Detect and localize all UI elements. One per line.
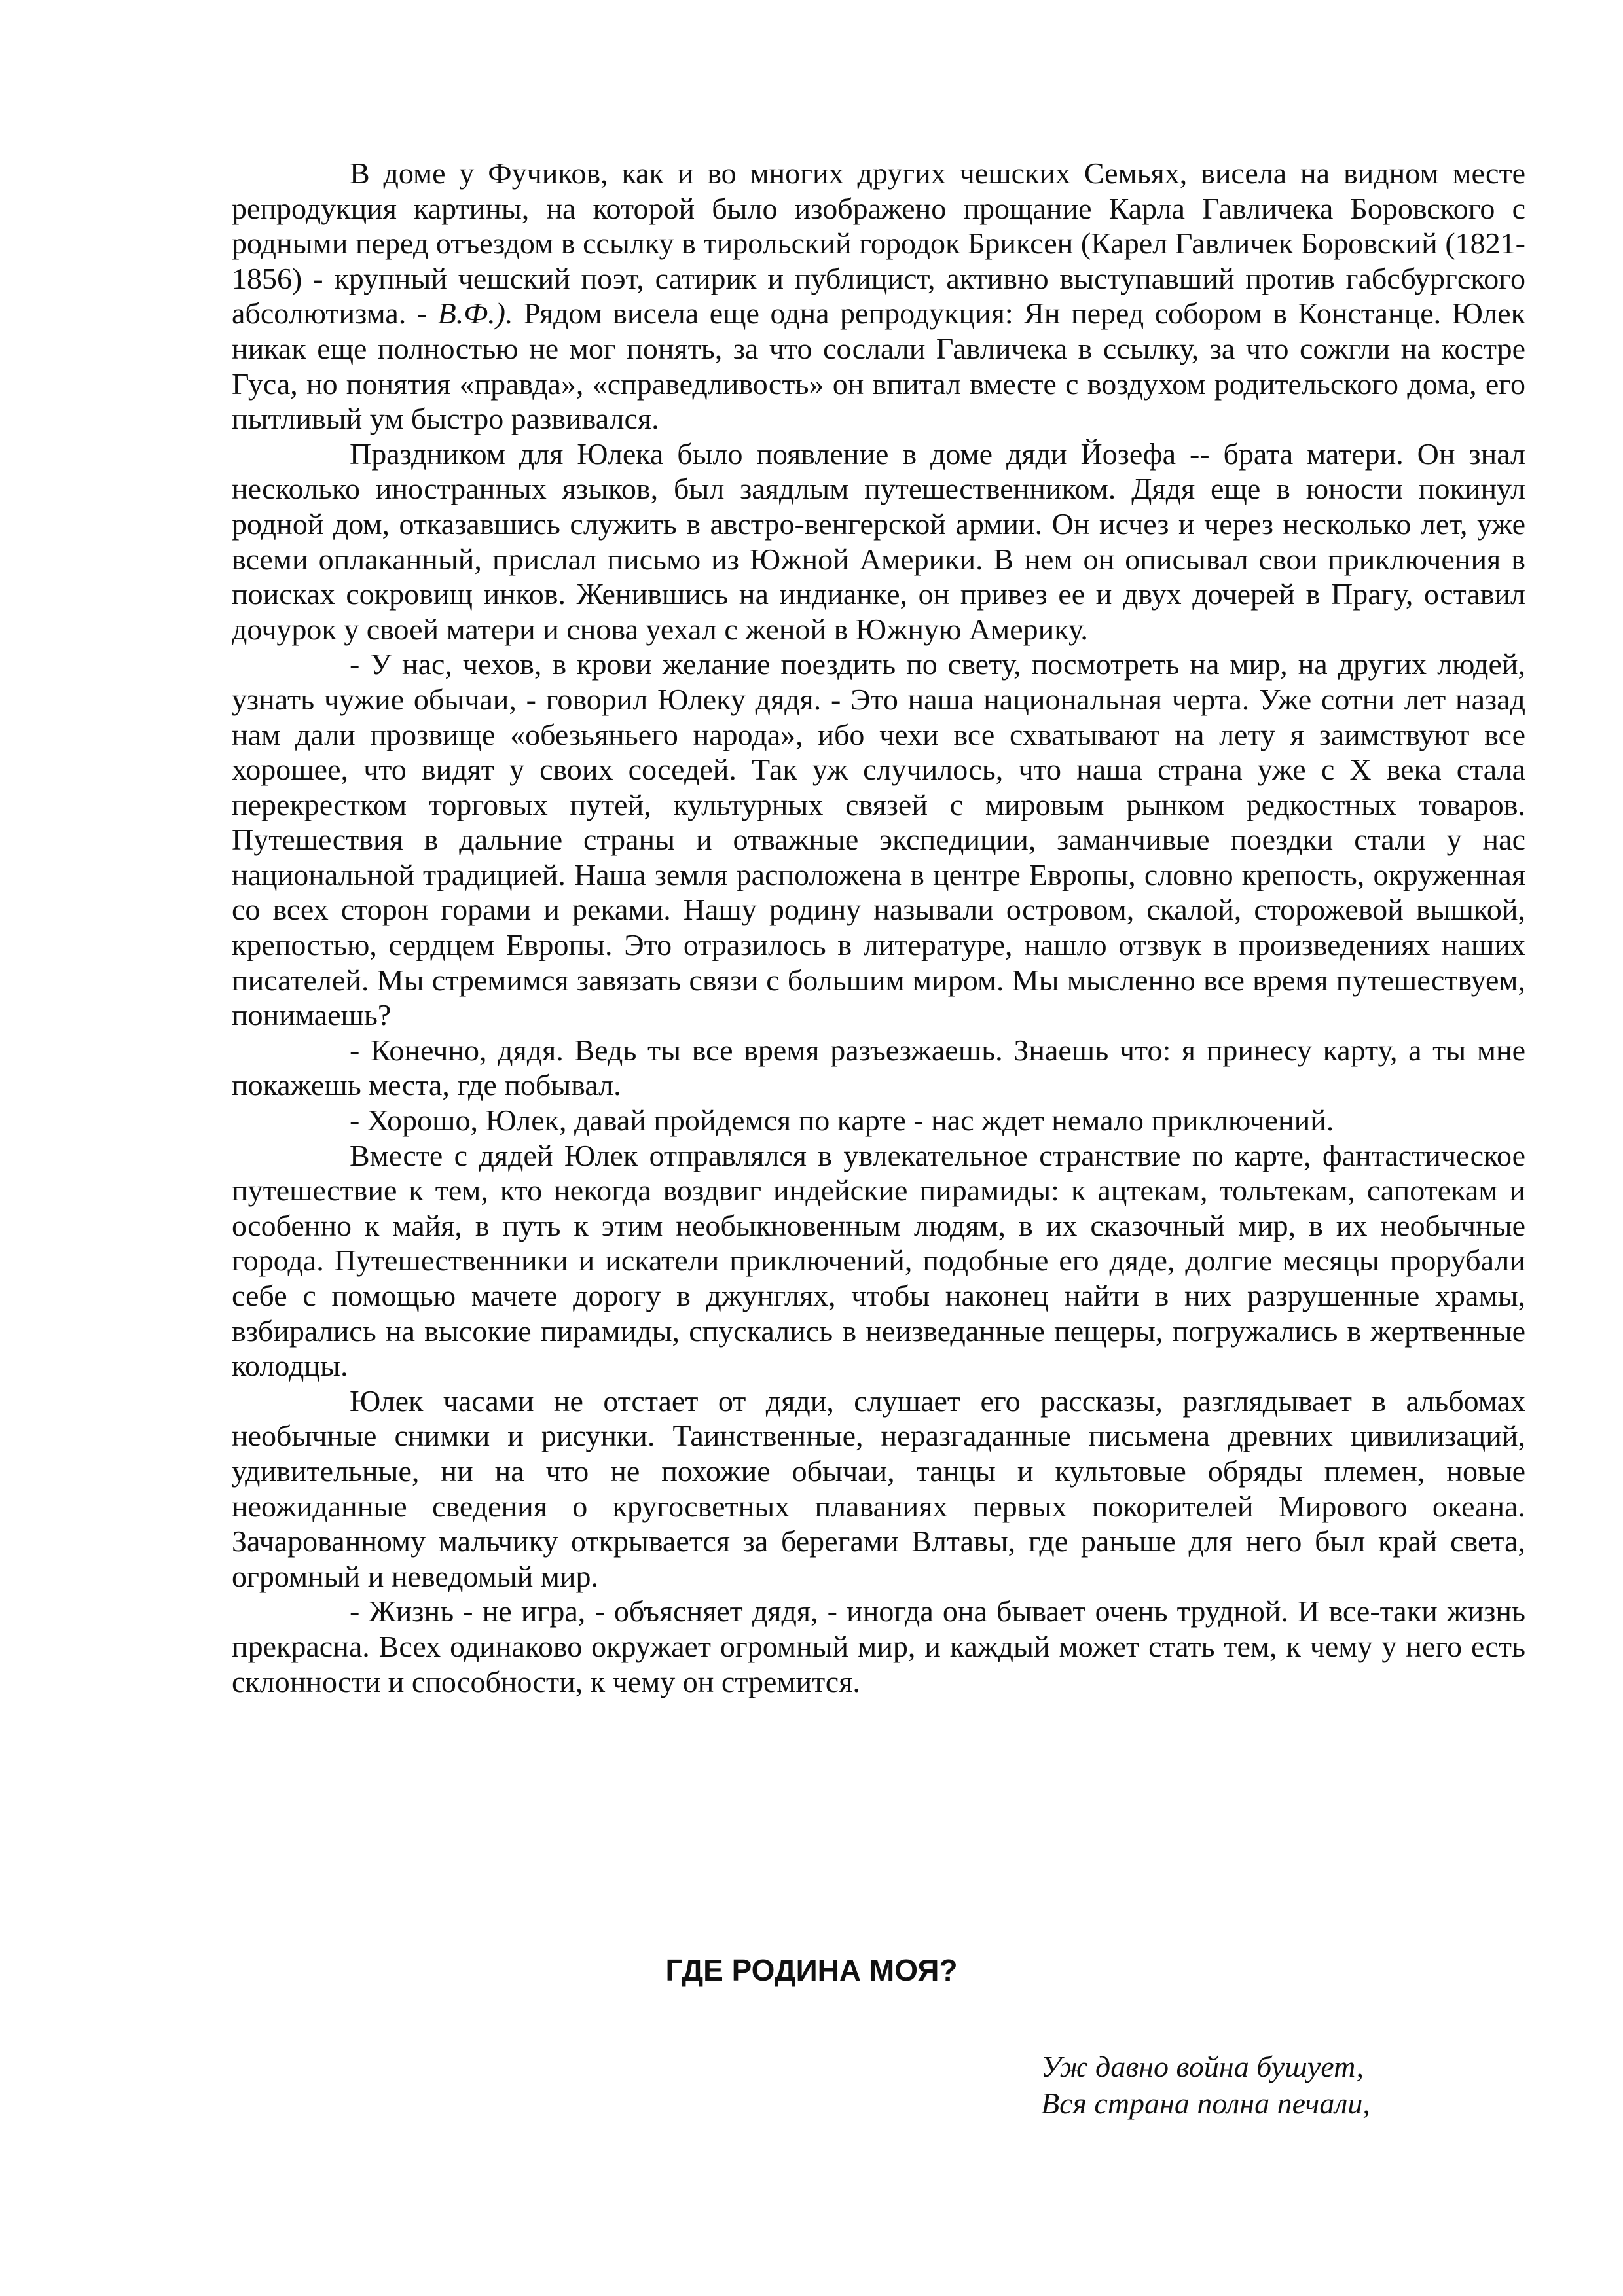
paragraph-7: Юлек часами не отстает от дяди, слушает его рассказы, разглядывает в альбомах необычные снимки и рисунки. Таинственные, неразгаданные письмена древних цивилизаций, удивительные, ни на что не похожие обычаи, танцы и культовые обряды племен, новые неожиданные сведения о кругосветных плаваниях первых покорителей Мирового океана. Зачарованному мальчику открывается за берегами Влтавы, где раньше для него был край света, огромный и неведомый мир. (232, 1384, 1525, 1593)
paragraph-3: - У нас, чехов, в крови желание поездить по свету, посмотреть на мир, на других людей, узнать чужие обычаи, - говорил Юлеку дядя. - Это наша национальная черта. Уже сотни лет назад нам дали прозвище «обезьяньего народа», ибо чехи все схватывают на лету я заимствуют все хорошее, что видят у своих соседей. Так уж случилось, что наша страна уже с X века стала перекрестком торговых путей, культурных связей с мировым рынком редкостных товаров. Путешествия в дальние страны и отважные экспедиции, заманчивые поездки стали у нас национальной традицией. Наша земля расположена в центре Европы, словно крепость, окруженная со всех сторон горами и реками. Нашу родину называли островом, скалой, сторожевой вышкой, крепостью, сердцем Европы. Это отразилось в литературе, нашло отзвук в произведениях наших писателей. Мы стремимся завязать связи с большим миром. Мы мысленно все время путешествуем, понимаешь? (232, 647, 1525, 1032)
paragraph-6: Вместе с дядей Юлек отправлялся в увлекательное странствие по карте, фантастическое путешествие к тем, кто некогда воздвиг индейские пирамиды: к ацтекам, тольтекам, сапотекам и особенно к майя, в путь к этим необыкновенным людям, в их сказочный мир, в их необычные города. Путешественники и искатели приключений, подобные его дяде, долгие месяцы прорубали себе с помощью мачете дорогу в джунглях, чтобы наконец найти в них разрушенные храмы, взбирались на высокие пирамиды, спускались в неизведанные пещеры, погружались в жертвенные колодцы. (232, 1138, 1525, 1383)
poem-line-1: Уж давно война бушует, (1041, 2050, 1364, 2083)
author-initials: В.Ф.). (437, 296, 513, 331)
paragraph-1-text-start: В доме у Фучиков, как и во многих других чешских Семьях, висела на видном месте репродукция картины, на которой было изображено прощание Карла Гавличека Боровского с родными перед отъездом в ссылку в тирольский городок Бриксен (Карел Гавличек Боровский (1821-1856) - крупный чешский поэт, сатирик и публицист, активно выступавший против габсбургского абсолютизма. - (232, 156, 1525, 331)
section-title: ГДЕ РОДИНА МОЯ? (665, 1953, 958, 1987)
paragraph-8: - Жизнь - не игра, - объясняет дядя, - иногда она бывает очень трудной. И все-таки жизнь прекрасна. Всех одинаково окружает огромный мир, и каждый может стать тем, к чему у него есть склонности и способности, к чему он стремится. (232, 1594, 1525, 1698)
paragraph-2: Праздником для Юлека было появление в доме дяди Йозефа -- брата матери. Он знал несколько иностранных языков, был заядлым путешественником. Дядя еще в юности покинул родной дом, отказавшись служить в австро-венгерской армии. Он исчез и через несколько лет, уже всеми оплаканный, прислал письмо из Южной Америки. В нем он описывал свои приключения в поисках сокровищ инков. Женившись на индианке, он привез ее и двух дочерей в Прагу, оставил дочурок у своей матери и снова уехал с женой в Южную Америку. (232, 437, 1525, 646)
paragraph-1 (232, 156, 1525, 437)
paragraph-4: - Конечно, дядя. Ведь ты все время разъезжаешь. Знаешь что: я принесу карту, а ты мне покажешь места, где побывал. (232, 1033, 1525, 1102)
poem-line-2: Вся страна полна печали, (1041, 2087, 1370, 2120)
body-text (232, 156, 1525, 1699)
poem-excerpt (1041, 2049, 1370, 2122)
paragraph-1-text-end: Рядом висела еще одна репродукция: Ян перед собором в Констанце. Юлек никак еще полностью не мог понять, за что сослали Гавличека в ссылку, за что сожгли на костре Гуса, но понятия «правда», «справедливость» он впитал вместе с воздухом родительского дома, его пытливый ум быстро развивался. (232, 296, 1525, 436)
paragraph-5: - Хорошо, Юлек, давай пройдемся по карте - нас ждет немало приключений. (350, 1103, 1334, 1138)
